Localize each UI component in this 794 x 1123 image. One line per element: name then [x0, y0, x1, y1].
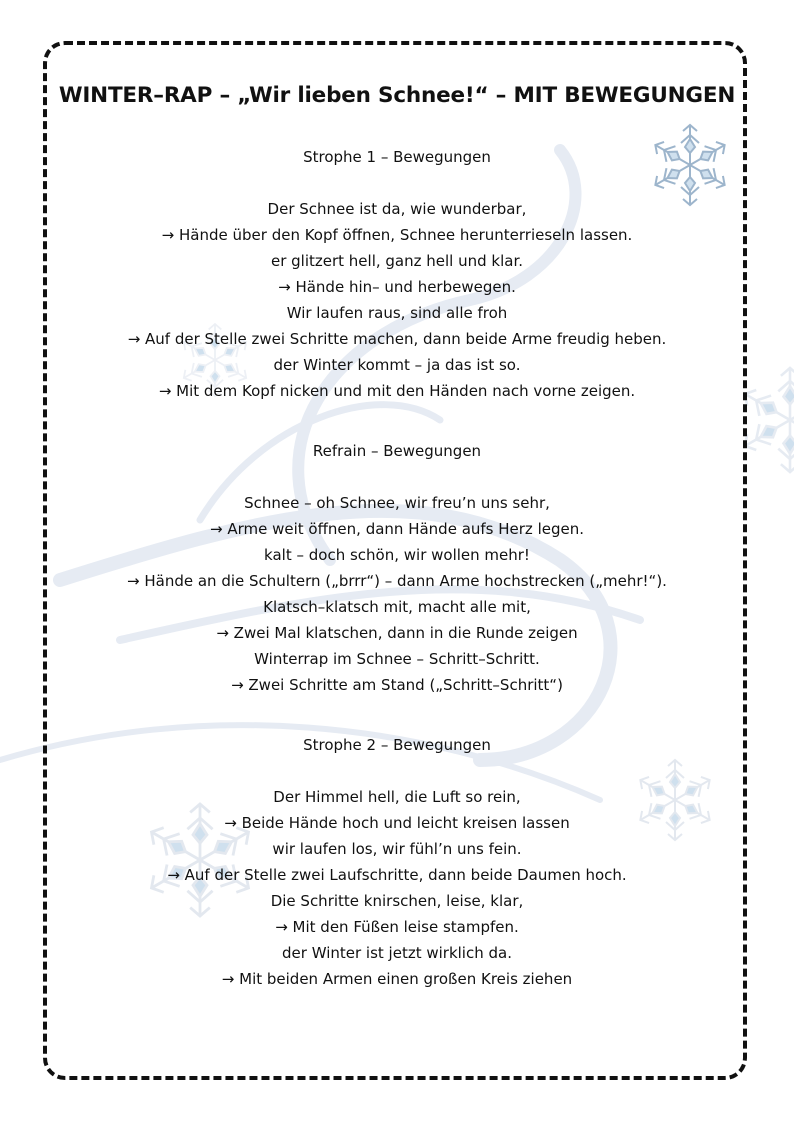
lyric-line: Klatsch–klatsch mit, macht alle mit, [263, 598, 531, 616]
spacer [47, 724, 747, 732]
section-refrain [47, 438, 747, 698]
movement-line: → Hände an die Schultern („brrr“) – dann Arme hochstrecken („mehr!“). [127, 572, 667, 590]
spacer [47, 758, 747, 784]
spacer [47, 464, 747, 490]
lyric-line: Schnee – oh Schnee, wir freu’n uns sehr, [244, 494, 550, 512]
lyric-line: Der Schnee ist da, wie wunderbar, [267, 200, 527, 218]
section-heading: Refrain – Bewegungen [312, 442, 482, 460]
section-strophe-2 [47, 732, 747, 992]
lyric-line: der Winter ist jetzt wirklich da. [282, 944, 512, 962]
movement-line: → Hände über den Kopf öffnen, Schnee herunterrieseln lassen. [161, 226, 633, 244]
lyric-line: Die Schritte knirschen, leise, klar, [270, 892, 524, 910]
lyric-line: Wir laufen raus, sind alle froh [286, 304, 508, 322]
movement-line: → Mit beiden Armen einen großen Kreis ziehen [221, 970, 573, 988]
song-sheet [47, 78, 747, 992]
spacer [47, 430, 747, 438]
movement-line: → Zwei Mal klatschen, dann in die Runde zeigen [216, 624, 578, 642]
movement-line: → Zwei Schritte am Stand („Schritt–Schritt“) [231, 676, 563, 694]
section-strophe-1 [47, 144, 747, 404]
snowflake-icon [739, 368, 794, 472]
movement-line: → Auf der Stelle zwei Laufschritte, dann beide Daumen hoch. [167, 866, 627, 884]
spacer [47, 698, 747, 724]
lyric-line: wir laufen los, wir fühl’n uns fein. [272, 840, 522, 858]
spacer [47, 170, 747, 196]
page-title: WINTER–RAP – „Wir lieben Schnee!“ – MIT BEWEGUNGEN [58, 83, 736, 108]
spacer [47, 114, 747, 144]
lyric-line: Der Himmel hell, die Luft so rein, [273, 788, 521, 806]
movement-line: → Beide Hände hoch und leicht kreisen lassen [224, 814, 570, 832]
movement-line: → Arme weit öffnen, dann Hände aufs Herz legen. [209, 520, 584, 538]
lyric-line: er glitzert hell, ganz hell und klar. [270, 252, 524, 270]
movement-line: → Mit dem Kopf nicken und mit den Händen nach vorne zeigen. [158, 382, 636, 400]
lyric-line: der Winter kommt – ja das ist so. [273, 356, 521, 374]
lyric-line: Winterrap im Schnee – Schritt–Schritt. [254, 650, 540, 668]
movement-line: → Auf der Stelle zwei Schritte machen, dann beide Arme freudig heben. [127, 330, 667, 348]
section-heading: Strophe 2 – Bewegungen [303, 736, 491, 754]
section-heading: Strophe 1 – Bewegungen [303, 148, 491, 166]
lyric-line: kalt – doch schön, wir wollen mehr! [264, 546, 530, 564]
movement-line: → Mit den Füßen leise stampfen. [275, 918, 519, 936]
movement-line: → Hände hin– und herbewegen. [278, 278, 516, 296]
spacer [47, 404, 747, 430]
